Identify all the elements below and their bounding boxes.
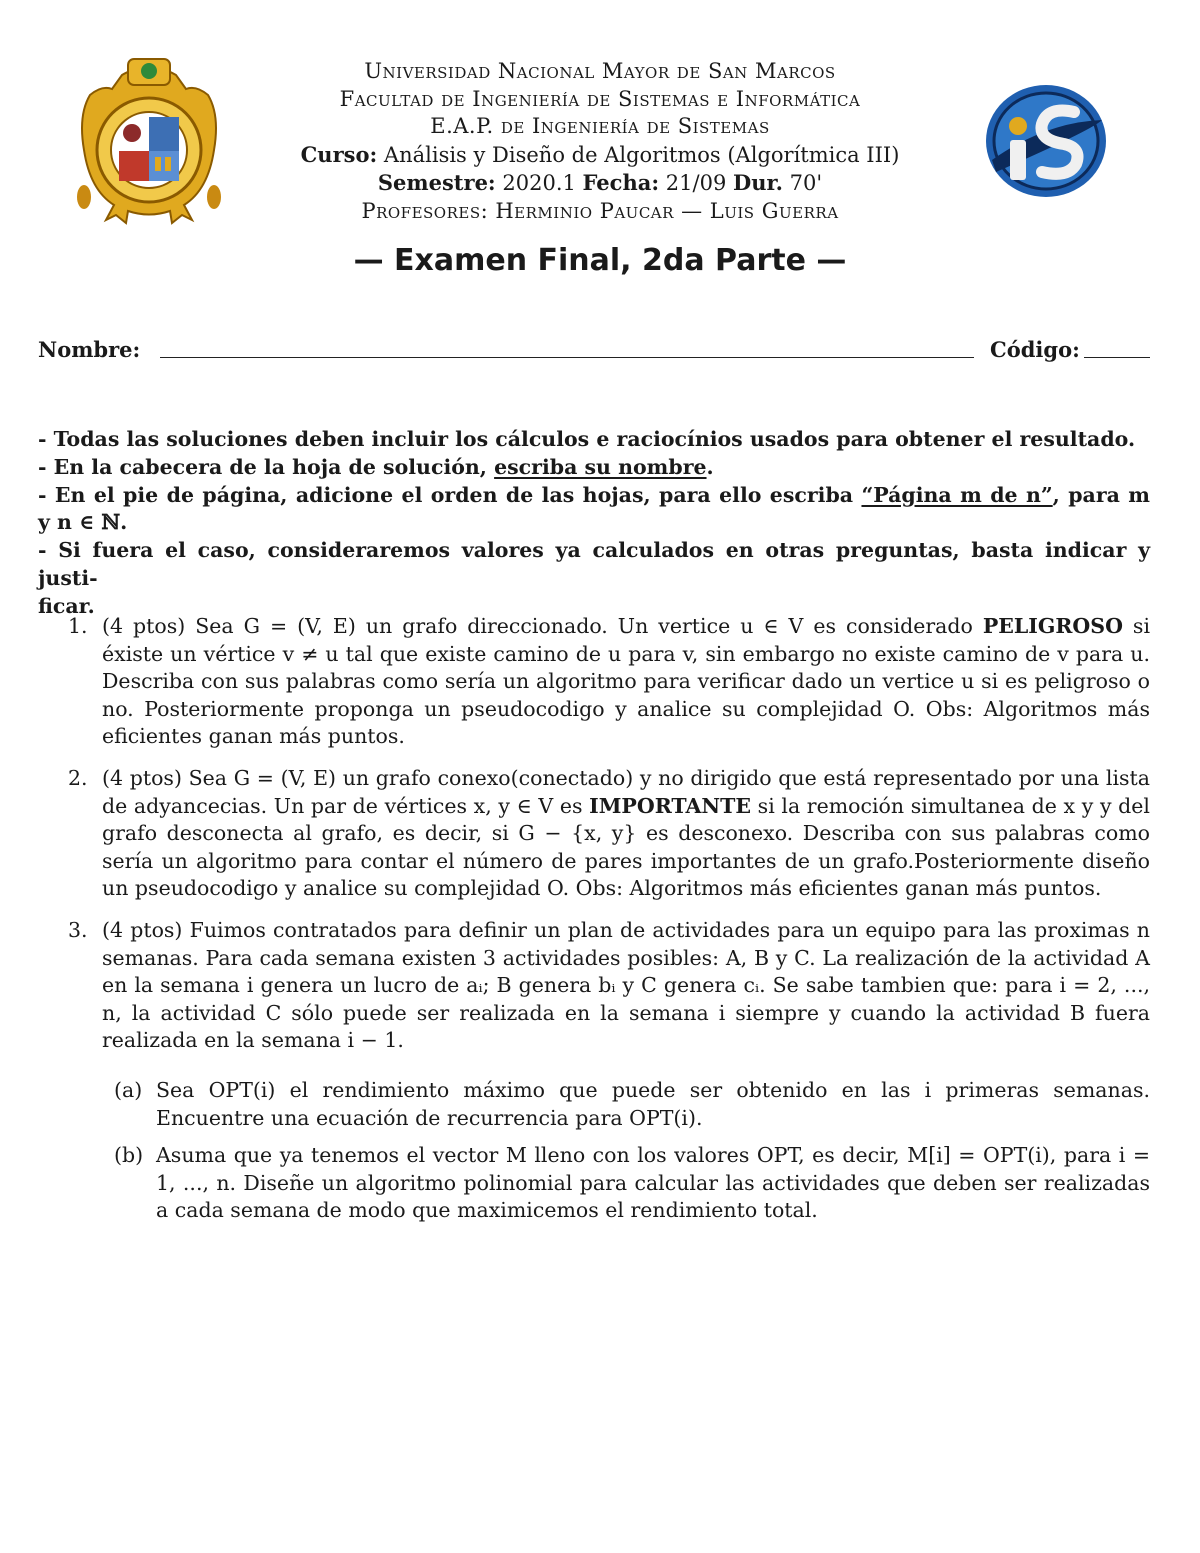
course-value: Análisis y Diseño de Algoritmos (Algorítmica III) xyxy=(383,142,900,167)
instruction-4: - Si fuera el caso, consideraremos valores ya calculados en otras preguntas, basta indicar y justi- xyxy=(38,538,1150,590)
code-field[interactable] xyxy=(1084,357,1150,358)
problem-number: 1. xyxy=(68,614,88,638)
faculty-name: Facultad de Ingeniería de Sistemas e Informática xyxy=(339,86,861,111)
instruction-2-post: . xyxy=(706,454,714,479)
instruction-3-underlined: “Página m de n” xyxy=(861,482,1053,507)
instruction-1: - Todas las soluciones deben incluir los cálculos e raciocínios usados para obtener el resultado. xyxy=(38,427,1136,451)
date-label: Fecha: xyxy=(582,170,660,196)
problem-text-cont: si la remoción simultanea de x y y del grafo desconecta al grafo, es decir, si G − {x, y} es desconexo. Describa con sus palabras como sería un algoritmo para contar el número de pares importantes de un grafo.Posteriormente diseño un pseudocodigo y analice su complejidad O. Obs: Algoritmos más eficientes ganan más puntos. xyxy=(102,793,1150,901)
problem-text-cont: si éxiste un vértice v ≠ u tal que existe camino de u para v, sin embargo no existe camino de v para u. Describa con sus palabras como sería un algoritmo para verificar dado un vertice u si es peligroso o no. Posteriormente proponga un pseudocodigo y analice su complejidad O. Obs: Algoritmos más eficientes ganan más puntos. xyxy=(102,614,1151,749)
subproblem-b xyxy=(102,1142,1150,1225)
instruction-3-pre: - En el pie de página, adicione el orden de las hojas, para ello escriba xyxy=(38,482,862,507)
instruction-2 xyxy=(38,454,1150,482)
duration-value: 70' xyxy=(789,171,823,196)
subproblem-a xyxy=(102,1077,1150,1132)
university-name: Universidad Nacional Mayor de San Marcos xyxy=(364,59,836,83)
instruction-2-pre: - En la cabecera de la hoja de solución, xyxy=(38,454,495,479)
problem-list xyxy=(68,613,1150,1239)
university-seal-logo xyxy=(76,55,222,225)
problem-keyword: IMPORTANTE xyxy=(589,793,752,818)
instructions xyxy=(38,426,1150,621)
name-label: Nombre: xyxy=(38,337,141,362)
problem-keyword: PELIGROSO xyxy=(982,614,1123,638)
semester-line xyxy=(250,169,950,198)
semester-label: Semestre: xyxy=(377,170,496,196)
semester-value: 2020.1 xyxy=(502,171,576,196)
professors-line: Profesores: Herminio Paucar — Luis Guerra xyxy=(361,198,839,223)
subproblem-text: Asuma que ya tenemos el vector M lleno con los valores OPT, es decir, M[i] = OPT(i), para i = 1, ..., n. Diseñe un algoritmo polinomial para calcular las actividades que deben ser realizadas a cada semana de modo que maximicemos el rendimiento total. xyxy=(156,1143,1150,1223)
exam-header xyxy=(250,58,950,226)
problem-number: 3. xyxy=(68,917,88,942)
problem-text: (4 ptos) Sea G = (V, E) un grafo direccionado. Un vertice u ∈ V es considerado xyxy=(102,614,983,638)
problem-1 xyxy=(68,613,1150,751)
exam-title: — Examen Final, 2da Parte — xyxy=(353,243,847,278)
problem-number: 2. xyxy=(68,765,88,790)
school-name: E.A.P. de Ingeniería de Sistemas xyxy=(430,114,770,139)
subproblem-label: (b) xyxy=(114,1143,144,1168)
subproblem-text: Sea OPT(i) el rendimiento máximo que puede ser obtenido en las i primeras semanas. Encuentre una ecuación de recurrencia para OPT(i). xyxy=(156,1077,1150,1130)
date-value: 21/09 xyxy=(665,171,727,196)
problem-text: (4 ptos) Fuimos contratados para definir un plan de actividades para un equipo para las proximas n semanas. Para cada semana existen 3 actividades posibles: A, B y C. La realización de la actividad A en la semana i genera un lucro de aᵢ; B genera bᵢ y C genera cᵢ. Se sabe tambien que: para i = 2, ..., n, la actividad C sólo puede ser realizada en la semana i siempre y cuando la actividad B fuera realizada en la semana i − 1. xyxy=(102,917,1150,1053)
course-label: Curso: xyxy=(300,141,378,167)
duration-label: Dur. xyxy=(733,170,783,196)
instruction-3 xyxy=(38,482,1150,510)
faculty-is-logo xyxy=(982,82,1110,200)
instruction-3-cont: y n ∈ ℕ. xyxy=(38,510,128,535)
problem-text: (4 ptos) Sea G = (V, E) un grafo conexo(conectado) y no dirigido que está representado por una lista de adyancecias. Un par de vértices x, y ∈ V es xyxy=(102,765,1150,818)
instruction-3-post: , para m xyxy=(1052,482,1150,507)
problem-3 xyxy=(68,917,1150,1225)
course-line xyxy=(250,141,950,170)
instruction-2-underlined: escriba su nombre xyxy=(494,454,707,479)
instruction-4-cont: ficar. xyxy=(38,593,95,618)
problem-2 xyxy=(68,765,1150,903)
subproblem-label: (a) xyxy=(114,1077,143,1102)
code-label: Código: xyxy=(990,337,1080,362)
name-field[interactable] xyxy=(160,357,974,358)
